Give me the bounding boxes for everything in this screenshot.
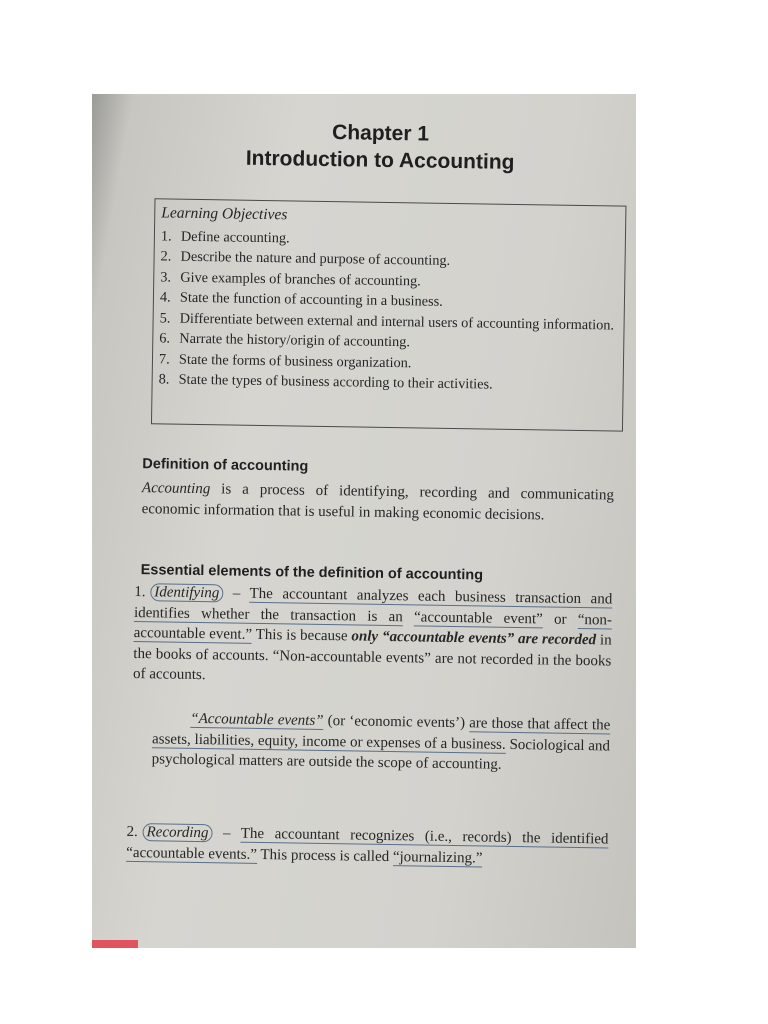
identifying-paragraph [133, 582, 613, 692]
item-number: 2. [126, 823, 138, 841]
objective-text: State the function of accounting in a business. [179, 289, 443, 310]
objective-number: 3. [160, 268, 172, 286]
identifying-dash: – [223, 585, 250, 602]
identifying-term: Identifying [150, 583, 223, 602]
learning-objectives-box [151, 198, 626, 431]
definition-term: Accounting [141, 480, 211, 498]
accountable-events-paragraph [152, 708, 611, 777]
recording-term: Recording [142, 823, 212, 842]
book-page [124, 104, 623, 948]
chapter-number: Chapter 1 [331, 121, 430, 146]
recording-paragraph [126, 822, 609, 871]
recording-text: The accountant recognizes (i.e., records) the identified “accountable events.” [126, 825, 609, 863]
process-text: This process is called [256, 846, 394, 865]
accountable-events-term: “Accountable events” [190, 710, 324, 729]
non-accountable-event-text: “non-accountable event.” [133, 611, 613, 643]
objective-number: 7. [158, 350, 170, 368]
objective-text: State the forms of business organization. [178, 351, 412, 371]
objective-text: Describe the nature and purpose of accounting. [180, 248, 451, 269]
recording-dash: – [212, 825, 241, 842]
objective-number: 4. [159, 289, 171, 306]
objective-text: Differentiate between external and internal users of accounting information. [179, 310, 615, 334]
economic-events-text: (or ‘economic events’) [323, 712, 470, 732]
emphasis-text: only “accountable events” are recorded [351, 628, 597, 649]
scope-text: Sociological and psychological matters are outside the scope of accounting. [151, 736, 611, 773]
objective-number: 6. [159, 330, 171, 347]
objective-number: 1. [160, 227, 172, 245]
learning-objectives-title: Learning Objectives [161, 204, 288, 224]
book-page-photo [92, 94, 636, 948]
definition-paragraph [141, 478, 614, 526]
objective-number: 8. [158, 371, 170, 388]
essential-elements-heading: Essential elements of the definition of accounting [140, 562, 484, 584]
objective-text: Narrate the history/origin of accounting. [179, 330, 411, 351]
objective-text: Give examples of branches of accounting. [180, 269, 421, 289]
chapter-heading [137, 116, 624, 178]
identifying-text: The accountant analyzes each business transaction and identifies whether the transaction is an [133, 585, 613, 625]
chapter-title: Introduction to Accounting [245, 146, 515, 174]
objective-text: Define accounting. [180, 228, 290, 246]
because-text: This is because [251, 626, 352, 645]
objective-text: State the types of business according to their activities. [178, 371, 493, 393]
objective-number: 5. [159, 309, 171, 327]
accountable-event-text: “accountable event” [413, 608, 543, 627]
definition-heading: Definition of accounting [142, 456, 309, 475]
objective-number: 2. [160, 248, 172, 265]
books-text: in the books of accounts. “Non-accountable events” are not recorded in the books of accounts. [132, 632, 612, 684]
item-number: 1. [134, 584, 146, 601]
definition-body: is a process of identifying, recording and communicating economic information that is useful in making economic decisions. [141, 481, 615, 523]
accountable-events-definition: are those that affect the assets, liabilities, equity, income or expenses of a business. [151, 715, 611, 753]
or-text: or [542, 610, 578, 628]
journalizing-text: “journalizing.” [392, 848, 483, 867]
